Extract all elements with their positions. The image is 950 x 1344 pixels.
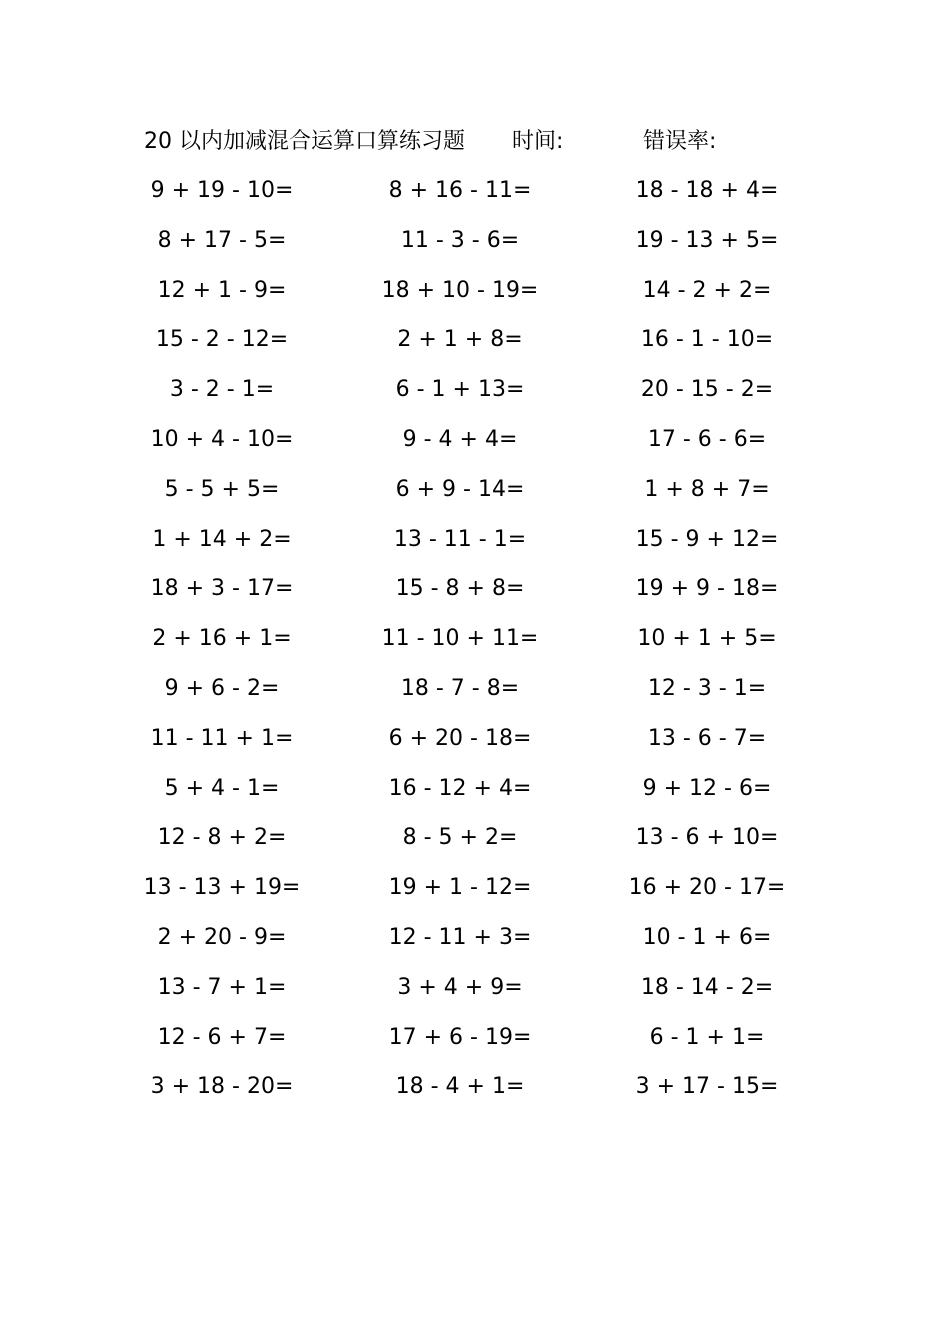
problem-row — [0, 869, 950, 919]
arithmetic-problem: 10 - 1 + 6= — [642, 924, 772, 950]
arithmetic-problem: 1 + 14 + 2= — [152, 526, 292, 552]
problem-row — [0, 272, 950, 322]
arithmetic-problem: 20 - 15 - 2= — [640, 377, 774, 403]
arithmetic-problem: 6 - 1 + 13= — [395, 377, 525, 403]
arithmetic-problem: 2 + 16 + 1= — [152, 626, 292, 652]
arithmetic-problem: 19 - 13 + 5= — [635, 227, 779, 253]
arithmetic-problem: 15 - 2 - 12= — [155, 327, 289, 353]
arithmetic-problem: 6 + 20 - 18= — [388, 725, 532, 751]
arithmetic-problem: 2 + 1 + 8= — [397, 327, 523, 353]
arithmetic-problem: 15 - 9 + 12= — [635, 526, 779, 552]
arithmetic-problem: 12 - 11 + 3= — [388, 924, 532, 950]
problem-row — [0, 1068, 950, 1118]
arithmetic-problem: 13 - 7 + 1= — [157, 974, 287, 1000]
arithmetic-problem: 11 - 10 + 11= — [381, 626, 539, 652]
problem-row — [0, 1019, 950, 1069]
worksheet-header — [0, 124, 950, 160]
arithmetic-problem: 19 + 9 - 18= — [635, 576, 779, 602]
problem-row — [0, 620, 950, 670]
arithmetic-problem: 18 + 3 - 17= — [150, 576, 294, 602]
problem-row — [0, 371, 950, 421]
arithmetic-problem: 12 - 6 + 7= — [157, 1024, 287, 1050]
arithmetic-problem: 12 - 8 + 2= — [157, 825, 287, 851]
problem-row — [0, 471, 950, 521]
problem-row — [0, 819, 950, 869]
worksheet-title: 20 以内加减混合运算口算练习题 — [144, 129, 465, 154]
problem-grid — [0, 172, 950, 1118]
arithmetic-problem: 18 - 18 + 4= — [635, 178, 779, 203]
arithmetic-problem: 8 + 16 - 11= — [388, 178, 532, 203]
problem-row — [0, 172, 950, 222]
problem-row — [0, 521, 950, 571]
arithmetic-problem: 13 - 13 + 19= — [143, 875, 301, 901]
arithmetic-problem: 5 + 4 - 1= — [164, 775, 280, 801]
arithmetic-problem: 11 - 11 + 1= — [150, 725, 294, 751]
problem-row — [0, 421, 950, 471]
arithmetic-problem: 12 - 3 - 1= — [647, 675, 767, 701]
arithmetic-problem: 3 + 4 + 9= — [397, 974, 523, 1000]
problem-row — [0, 969, 950, 1019]
arithmetic-problem: 16 + 20 - 17= — [628, 875, 786, 901]
problem-row — [0, 321, 950, 371]
arithmetic-problem: 12 + 1 - 9= — [157, 277, 287, 303]
arithmetic-problem: 3 - 2 - 1= — [169, 377, 275, 403]
arithmetic-problem: 9 + 6 - 2= — [164, 675, 280, 701]
arithmetic-problem: 3 + 18 - 20= — [150, 1074, 294, 1100]
arithmetic-problem: 10 + 1 + 5= — [637, 626, 777, 652]
arithmetic-problem: 9 + 12 - 6= — [642, 775, 772, 801]
problem-row — [0, 222, 950, 272]
arithmetic-problem: 11 - 3 - 6= — [400, 227, 520, 253]
arithmetic-problem: 3 + 17 - 15= — [635, 1074, 779, 1100]
arithmetic-problem: 8 + 17 - 5= — [157, 227, 287, 253]
arithmetic-problem: 2 + 20 - 9= — [157, 924, 287, 950]
arithmetic-problem: 1 + 8 + 7= — [644, 476, 770, 502]
time-label: 时间: — [512, 129, 564, 154]
arithmetic-problem: 13 - 6 - 7= — [647, 725, 767, 751]
problem-row — [0, 720, 950, 770]
arithmetic-problem: 17 - 6 - 6= — [647, 426, 767, 452]
arithmetic-problem: 19 + 1 - 12= — [388, 875, 532, 901]
arithmetic-problem: 16 - 12 + 4= — [388, 775, 532, 801]
arithmetic-problem: 6 - 1 + 1= — [649, 1024, 765, 1050]
arithmetic-problem: 9 + 19 - 10= — [150, 178, 294, 203]
arithmetic-problem: 5 - 5 + 5= — [164, 476, 280, 502]
arithmetic-problem: 8 - 5 + 2= — [402, 825, 518, 851]
problem-row — [0, 570, 950, 620]
arithmetic-problem: 18 - 7 - 8= — [400, 675, 520, 701]
problem-row — [0, 770, 950, 820]
error-rate-label: 错误率: — [643, 129, 717, 154]
arithmetic-problem: 13 - 11 - 1= — [393, 526, 527, 552]
arithmetic-problem: 17 + 6 - 19= — [388, 1024, 532, 1050]
arithmetic-problem: 16 - 1 - 10= — [640, 327, 774, 353]
problem-row — [0, 919, 950, 969]
arithmetic-problem: 18 - 14 - 2= — [640, 974, 774, 1000]
arithmetic-problem: 10 + 4 - 10= — [150, 426, 294, 452]
arithmetic-problem: 6 + 9 - 14= — [395, 476, 525, 502]
problem-row — [0, 670, 950, 720]
arithmetic-problem: 18 - 4 + 1= — [395, 1074, 525, 1100]
arithmetic-problem: 15 - 8 + 8= — [395, 576, 525, 602]
arithmetic-problem: 18 + 10 - 19= — [381, 277, 539, 303]
arithmetic-problem: 9 - 4 + 4= — [402, 426, 518, 452]
arithmetic-problem: 13 - 6 + 10= — [635, 825, 779, 851]
arithmetic-problem: 14 - 2 + 2= — [642, 277, 772, 303]
